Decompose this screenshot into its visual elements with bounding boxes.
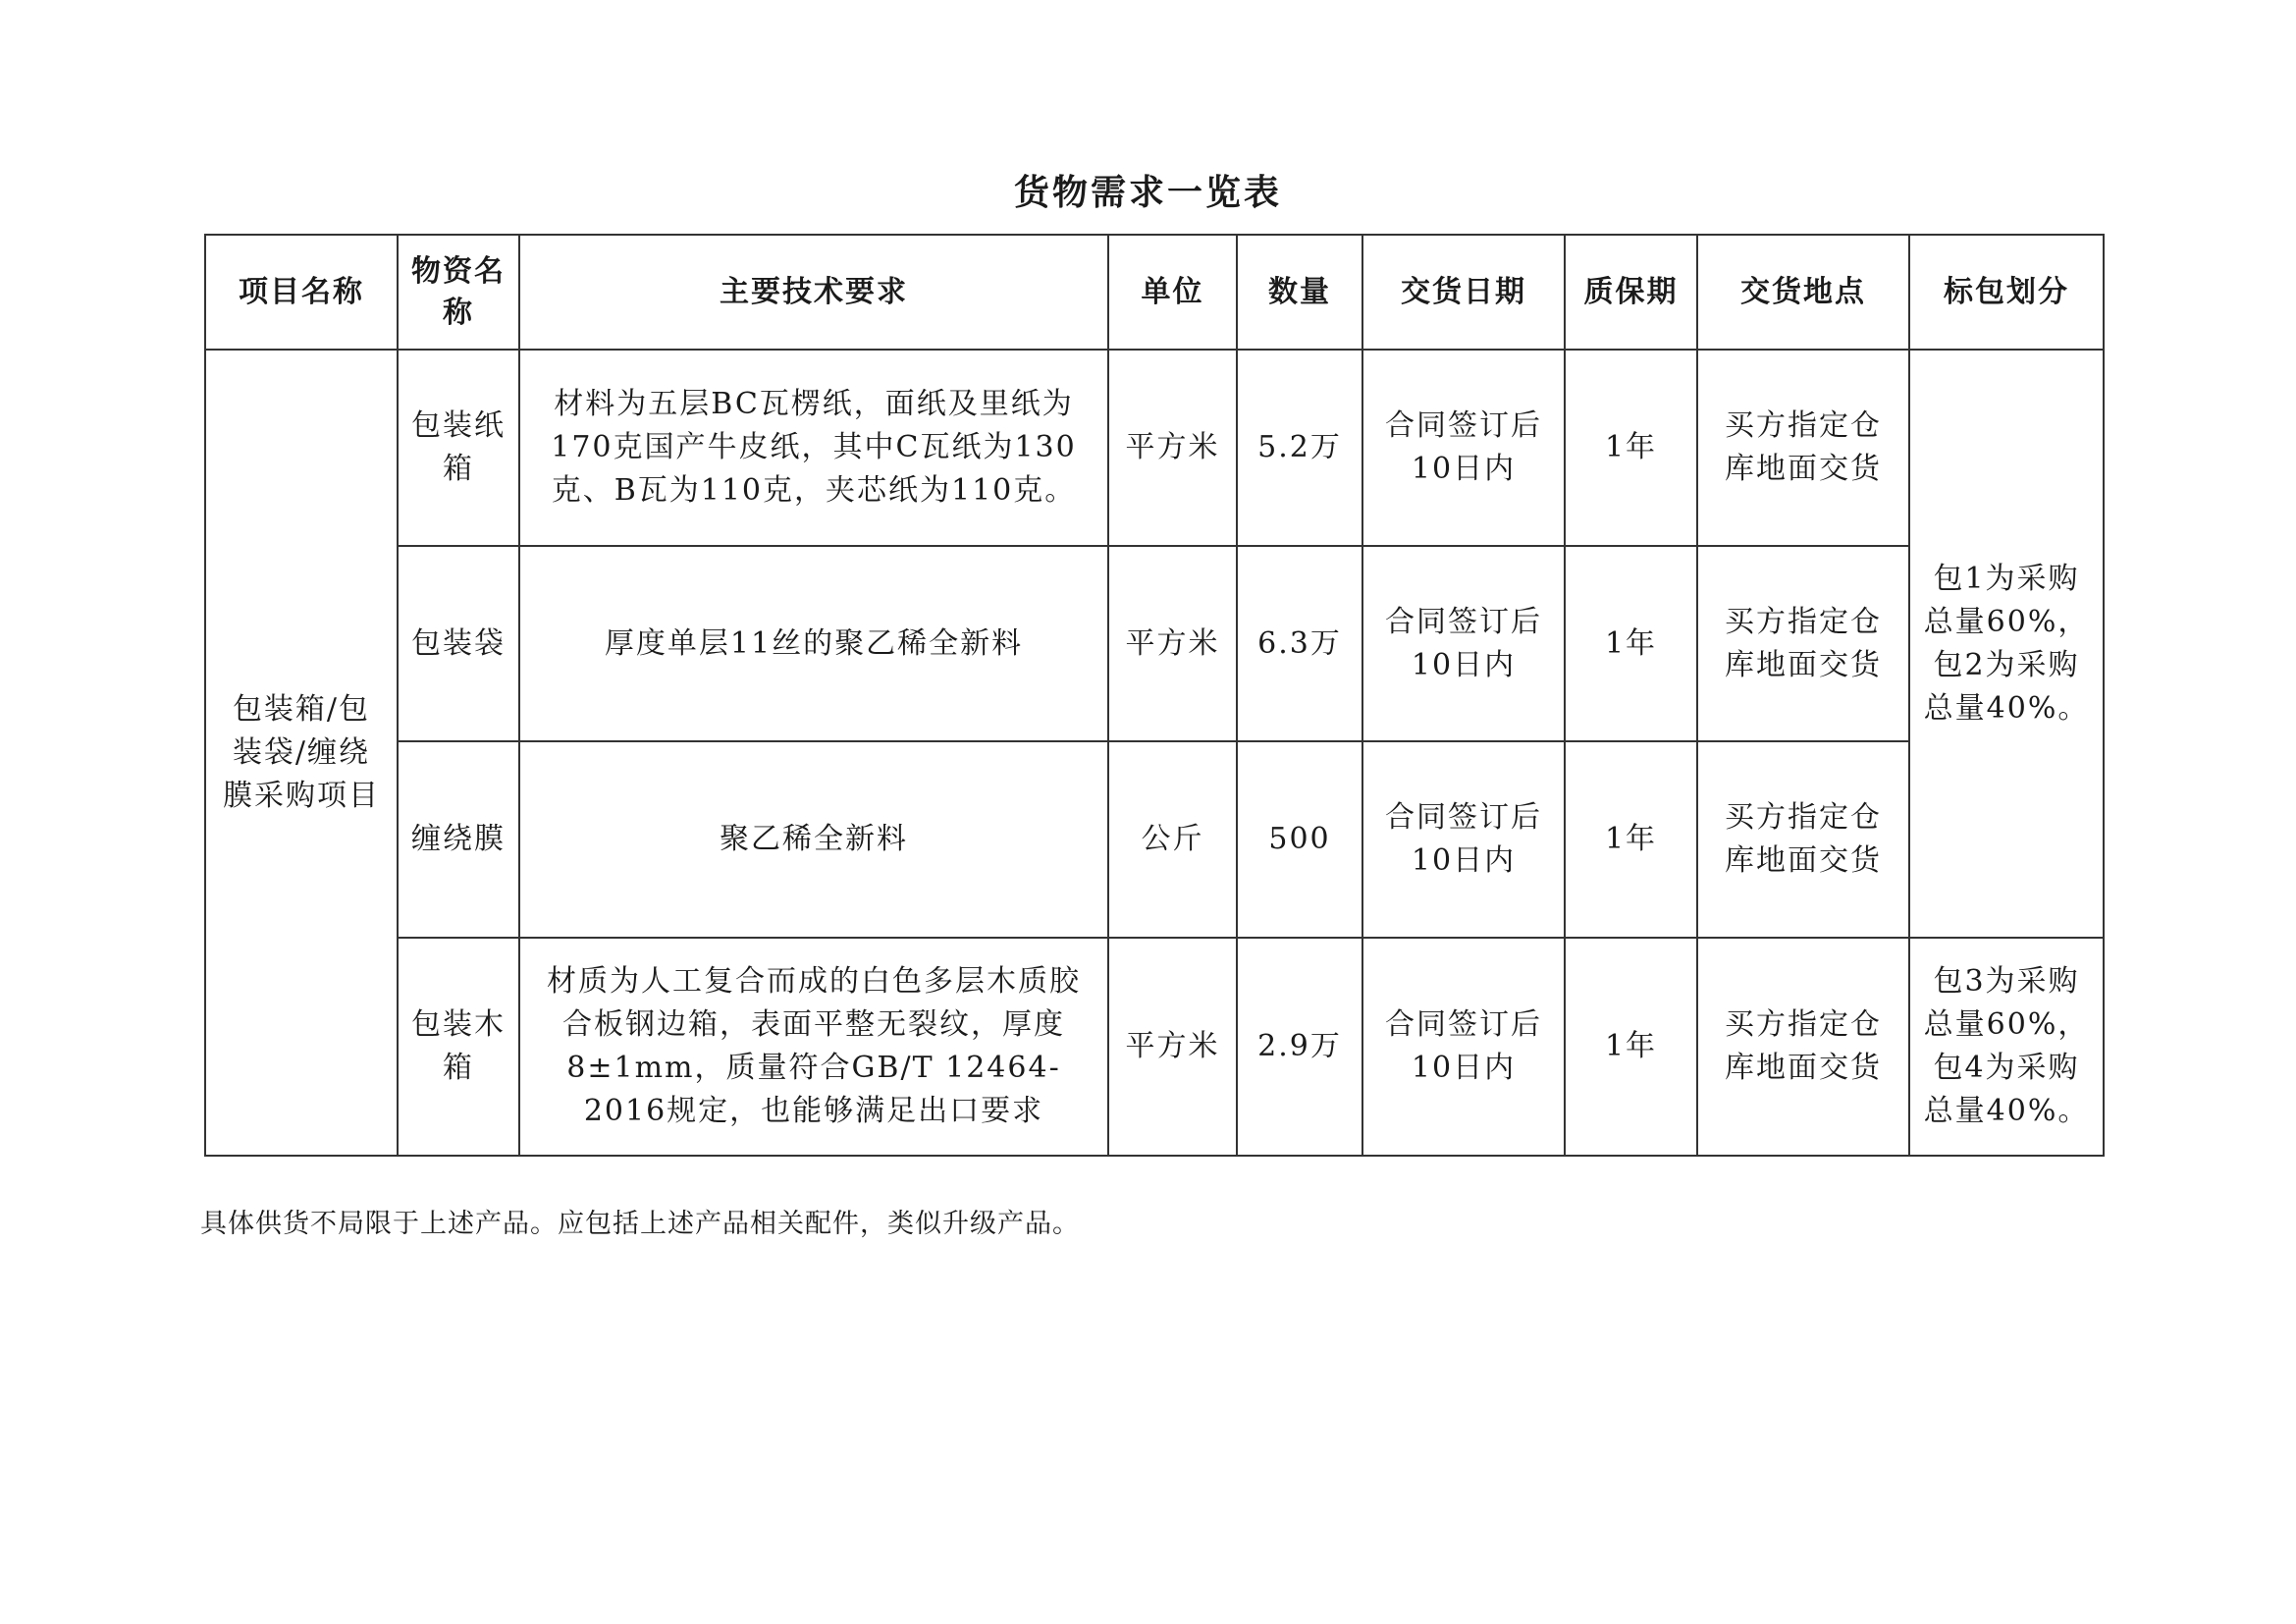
header-delivery-location: 交货地点 xyxy=(1697,235,1909,350)
unit-cell: 平方米 xyxy=(1108,350,1237,546)
unit-cell: 公斤 xyxy=(1108,741,1237,938)
page-title: 货物需求一览表 xyxy=(1013,173,1282,213)
spec-cell: 材料为五层BC瓦楞纸，面纸及里纸为170克国产牛皮纸，其中C瓦纸为130克、B瓦为110克，夹芯纸为110克。 xyxy=(519,350,1108,546)
lot-division-cell: 包1为采购总量60%，包2为采购总量40%。 xyxy=(1909,350,2104,938)
table-row xyxy=(205,938,2104,1156)
item-name-cell: 包装木箱 xyxy=(398,938,519,1156)
header-quantity: 数量 xyxy=(1237,235,1362,350)
table-header-row xyxy=(205,235,2104,350)
quantity-cell: 6.3万 xyxy=(1237,546,1362,741)
header-unit: 单位 xyxy=(1108,235,1237,350)
spec-cell: 聚乙稀全新料 xyxy=(519,741,1108,938)
warranty-cell: 1年 xyxy=(1565,350,1697,546)
delivery-date-cell: 合同签订后10日内 xyxy=(1362,546,1565,741)
header-lot-division: 标包划分 xyxy=(1909,235,2104,350)
unit-cell: 平方米 xyxy=(1108,938,1237,1156)
spec-cell: 材质为人工复合而成的白色多层木质胶合板钢边箱，表面平整无裂纹，厚度8±1mm，质量符合GB/T 12464-2016规定，也能够满足出口要求 xyxy=(519,938,1108,1156)
warranty-cell: 1年 xyxy=(1565,938,1697,1156)
footnote: 具体供货不局限于上述产品。应包括上述产品相关配件，类似升级产品。 xyxy=(200,1209,1080,1239)
item-name-cell: 包装纸箱 xyxy=(398,350,519,546)
header-warranty: 质保期 xyxy=(1565,235,1697,350)
quantity-cell: 5.2万 xyxy=(1237,350,1362,546)
delivery-location-cell: 买方指定仓库地面交货 xyxy=(1697,741,1909,938)
delivery-location-cell: 买方指定仓库地面交货 xyxy=(1697,350,1909,546)
table-row xyxy=(205,741,2104,938)
goods-requirement-table xyxy=(204,234,2105,1157)
item-name-cell: 缠绕膜 xyxy=(398,741,519,938)
table-row xyxy=(205,350,2104,546)
header-spec: 主要技术要求 xyxy=(519,235,1108,350)
warranty-cell: 1年 xyxy=(1565,546,1697,741)
quantity-cell: 500 xyxy=(1237,741,1362,938)
item-name-cell: 包装袋 xyxy=(398,546,519,741)
delivery-date-cell: 合同签订后10日内 xyxy=(1362,741,1565,938)
unit-cell: 平方米 xyxy=(1108,546,1237,741)
delivery-date-cell: 合同签订后10日内 xyxy=(1362,350,1565,546)
spec-cell: 厚度单层11丝的聚乙稀全新料 xyxy=(519,546,1108,741)
lot-division-cell: 包3为采购总量60%，包4为采购总量40%。 xyxy=(1909,938,2104,1156)
header-project-name: 项目名称 xyxy=(205,235,398,350)
header-item-name: 物资名称 xyxy=(398,235,519,350)
header-delivery-date: 交货日期 xyxy=(1362,235,1565,350)
warranty-cell: 1年 xyxy=(1565,741,1697,938)
delivery-date-cell: 合同签订后10日内 xyxy=(1362,938,1565,1156)
delivery-location-cell: 买方指定仓库地面交货 xyxy=(1697,546,1909,741)
table-row xyxy=(205,546,2104,741)
quantity-cell: 2.9万 xyxy=(1237,938,1362,1156)
delivery-location-cell: 买方指定仓库地面交货 xyxy=(1697,938,1909,1156)
project-name-cell: 包装箱/包装袋/缠绕膜采购项目 xyxy=(205,350,398,1156)
